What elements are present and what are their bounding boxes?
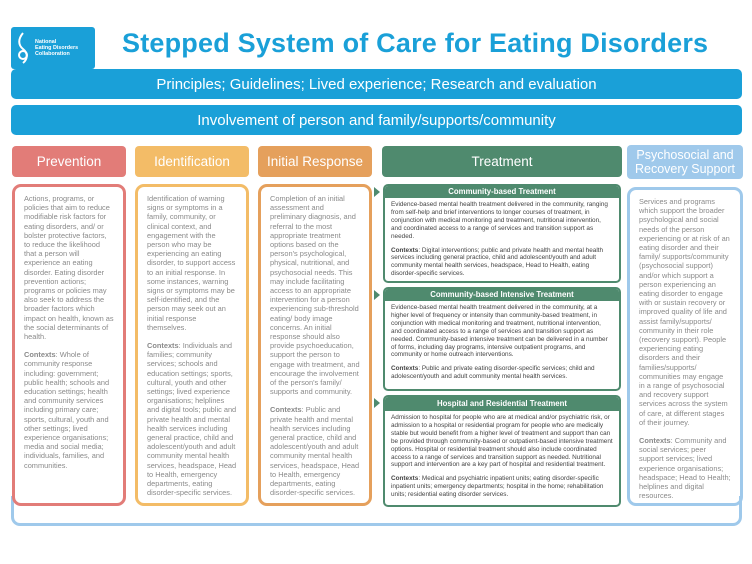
hospital-residential-treatment-title: Hospital and Residential Treatment — [385, 397, 619, 411]
initial-response-contexts — [270, 405, 360, 497]
hospital-residential-treatment-description: Admission to hospital for people who are at medical and/or psychiatric risk, or admission to a hospital or residential program for people who are medically stable but would benefit from a higher level of treatment and support than can be provided through community-based or outpatient-based intensive treatment options. Hospital or residential treatment should also include coordinated access to a range of services and transition support as needed. Nutritional support and intervention are a key part of hospital and residential treatment. — [391, 414, 613, 469]
community-intensive-treatment-description: Evidence-based mental health treatment delivered in the community, at a higher level of frequency or intensity than community-based treatment, in conjunction with medical monitoring and treatment, nutritional intervention, and coordinated access to a range of services and transition support as needed. Community-based intensive treatment can be delivered in a number of forms, including day programs, intensive outpatient programs, and community or home outreach interventions. — [391, 304, 608, 359]
arrow-right-icon — [374, 290, 380, 300]
psychosocial-panel — [627, 187, 743, 506]
psychosocial-contexts — [639, 436, 731, 500]
prevention-contexts — [24, 350, 114, 470]
identification-header: Identification — [135, 146, 249, 177]
contexts-text: : Community and social services; peer support services; lived experience organisations; headspace; Head to Health; helplines and digital resources. — [639, 436, 731, 501]
involvement-band: Involvement of person and family/supports/community — [11, 105, 742, 135]
contexts-label: Contexts — [639, 436, 671, 446]
community-based-treatment-contexts — [391, 247, 613, 279]
prevention-panel — [12, 184, 126, 506]
contexts-label: Contexts — [147, 341, 179, 351]
prevention-description: Actions, programs, or policies that aim to reduce modifiable risk factors for eating disorders, and/ or bolster protective factors, to reduce the likelihood that a person will experience an eating disorder. Eating disorder prevention actions; programs or policies may also seek to address the broader factors which impact on health, known as the social determinants of health. — [24, 194, 114, 342]
contexts-text: : Digital interventions; public and private health and mental health services including general practice, child and adolescent/youth and adult community mental health services, headspace, Head to Health, eating disorder-specific services. — [391, 246, 604, 278]
initial-response-panel — [258, 184, 372, 506]
community-based-treatment-box — [383, 184, 621, 283]
contexts-text: : Public and private health and mental health services including general practice, child and adolescent/youth and adult community mental health services, headspace, Head to Health, emergency departments, eating disorder-specific services. — [270, 405, 360, 498]
contexts-label: Contexts — [391, 365, 419, 373]
hospital-residential-treatment-box — [383, 395, 621, 507]
treatment-header: Treatment — [382, 146, 622, 177]
initial-response-description: Completion of an initial assessment and preliminary diagnosis, and referral to the most appropriate treatment options based on the person's psychological, physical, nutritional, and psychosocial needs. This may include facilitating access to an appropriate intervention for a person experiencing sub-threshold eating/ body image concerns. An initial response should also provide psychoeducation, support the person to engage with treatment, and encourage the involvement of the person's family/ supports and community. — [270, 194, 360, 397]
nedc-logo — [11, 27, 95, 69]
hospital-residential-treatment-contexts — [391, 475, 613, 499]
prevention-header: Prevention — [12, 146, 126, 177]
page-title: Stepped System of Care for Eating Disorders — [122, 28, 709, 58]
community-based-treatment-title: Community-based Treatment — [385, 186, 619, 198]
contexts-label: Contexts — [24, 350, 56, 360]
identification-description: Identification of warning signs or symptoms in a family, community, or clinical context, and engagement with the person who may be experiencing an eating disorder, to support access to an initial response. In some instances, warning signs or symptoms may be self-identified, and the person may seek out an initial response themselves. — [147, 194, 236, 332]
logo-text: National Eating Disorders Collaboration — [35, 38, 79, 58]
logo-mark-icon — [15, 31, 31, 65]
psychosocial-description: Services and programs which support the broader psychological and social needs of the person experiencing or at risk of an eating disorder and their family/ supports/community (psychosocial support) and/or which support a person experiencing an eating disorder to engage with or sustain recovery or improved quality of life and assist family/supports/ community in their role (recovery support). People experiencing eating disorders and their families/supports/ communities may engage in a range of psychosocial and recovery support services across the system of care, at different stages of their journey. — [639, 197, 730, 427]
psychosocial-header: Psychosocial and Recovery Support — [627, 145, 743, 179]
contexts-label: Contexts — [391, 475, 419, 483]
contexts-text: : Whole of community response including: government; public health; schools and education settings; health and community services including primary care; sports, cultural, youth and other settings; lived experience organisations; media and social media; individuals, families, and communities. — [24, 350, 110, 470]
contexts-text: : Medical and psychiatric inpatient units; eating disorder-specific inpatient units; emergency departments; hospital in the home; rehabilitation units; residential eating disorder services. — [391, 475, 604, 499]
community-intensive-treatment-contexts — [391, 365, 613, 381]
initial-response-header: Initial Response — [258, 146, 372, 177]
identification-panel — [135, 184, 249, 506]
community-intensive-treatment-title: Community-based Intensive Treatment — [385, 289, 619, 301]
principles-band: Principles; Guidelines; Lived experience; Research and evaluation — [11, 69, 742, 99]
identification-contexts — [147, 341, 237, 497]
contexts-text: : Individuals and families; community services; schools and education settings; sports, cultural, youth and other settings; lived experience organisations; helplines and digital tools; public and private health and mental health services including general practice, child and adolescent/youth and adult community mental health services, headspace, Head to Health, emergency departments, eating disorder-specific services. — [147, 341, 237, 498]
community-intensive-treatment-box — [383, 287, 621, 391]
community-based-treatment-description: Evidence-based mental health treatment delivered in the community, ranging from self-help and brief interventions to longer courses of treatment, in conjunction with medical monitoring and treatment, nutritional intervention, and coordinated access to a range of services and transition support as needed. — [391, 201, 608, 240]
contexts-label: Contexts — [391, 246, 419, 254]
arrow-right-icon — [374, 187, 380, 197]
arrow-right-icon — [374, 398, 380, 408]
contexts-label: Contexts — [270, 405, 302, 415]
contexts-text: : Public and private eating disorder-specific services; child and adolescent/youth and adult community mental health services. — [391, 365, 595, 381]
